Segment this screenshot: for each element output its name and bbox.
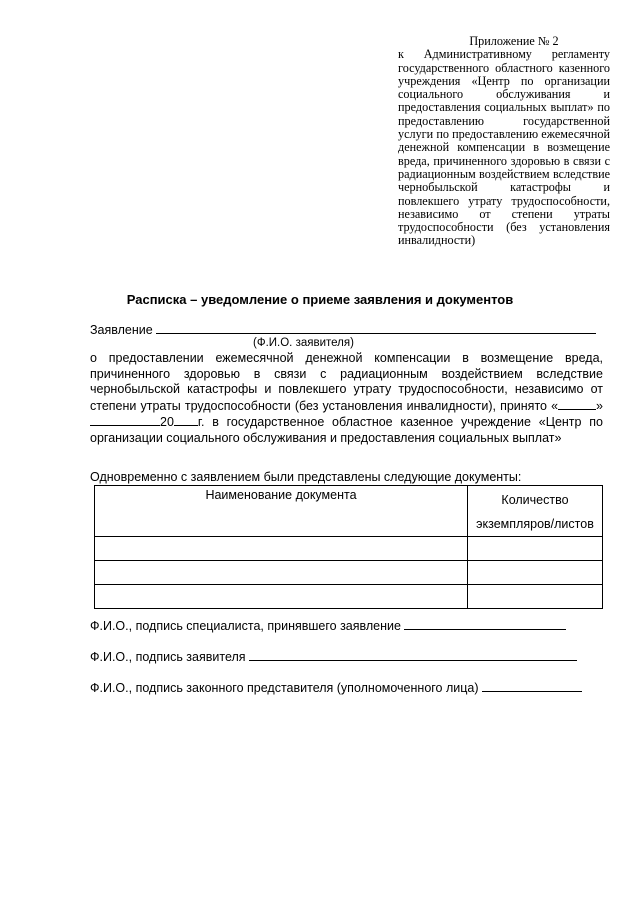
date-year-suffix: г. [197,415,205,430]
date-year-prefix: 20 [160,415,174,430]
signature-representative-line [90,680,582,695]
col-header-qty-line2: экземпляров/листов [476,517,594,531]
signature-applicant-label: Ф.И.О., подпись заявителя [90,650,246,664]
paragraph-text-1: о предоставлении ежемесячной денежной компенсации в возмещение вреда, причиненного здоровью в связи с радиационным воздействием вследствие чернобыльской катастрофы и повлекшего утрату трудоспособности, независимо от степени утраты трудоспособности (без установления инвалидности), принято [90,351,603,413]
col-header-name: Наименование документа [95,486,468,537]
date-open-quote: « [551,398,559,413]
signature-applicant-field[interactable] [249,649,577,661]
docs-intro: Одновременно с заявлением были представлены следующие документы: [90,470,522,484]
statement-paragraph [90,351,603,447]
signature-representative-field[interactable] [482,680,582,692]
table-row [95,537,603,561]
table-row [95,585,603,609]
documents-table [94,485,603,609]
applicant-caption: (Ф.И.О. заявителя) [253,337,354,349]
appendix-block [398,35,610,248]
doc-name-cell[interactable] [95,537,468,561]
appendix-text: к Административному регламенту государственного областного казенного учреждения «Центр по организации социального обслуживания и предоставления социальных выплат» по предоставлению государственной услуги по предоставлению ежемесячной денежной компенсации в возмещение вреда, причиненного здоровью в связи с радиационным воздействием вследствие чернобыльской катастрофы и повлекшего утрату трудоспособности, независимо от степени утраты трудоспособности (без установления инвалидности) [398,47,610,248]
signature-specialist-field[interactable] [404,618,566,630]
statement-label: Заявление [90,323,153,337]
doc-qty-cell[interactable] [468,561,603,585]
col-header-qty-line1: Количество [501,493,569,507]
appendix-title: Приложение № 2 [469,34,559,48]
date-day-field[interactable] [558,398,596,410]
signature-applicant-line [90,649,577,664]
signature-representative-label: Ф.И.О., подпись законного представителя (уполномоченного лица) [90,681,479,695]
col-header-qty [468,486,603,537]
signature-specialist-line [90,618,566,633]
doc-qty-cell[interactable] [468,585,603,609]
table-header-row [95,486,603,537]
date-year-field[interactable] [174,414,198,426]
doc-name-cell[interactable] [95,561,468,585]
statement-line [90,322,596,337]
form-heading: Расписка – уведомление о приеме заявления и документов [126,292,514,307]
signature-specialist-label: Ф.И.О., подпись специалиста, принявшего заявление [90,619,401,633]
doc-qty-cell[interactable] [468,537,603,561]
paragraph-text-2: в государственное областное казенное учреждение «Центр по организации социального обслуживания и предоставления социальных выплат» [90,415,603,445]
applicant-name-field[interactable] [156,322,596,334]
table-row [95,561,603,585]
date-close-quote: » [596,398,603,413]
doc-name-cell[interactable] [95,585,468,609]
date-month-field[interactable] [90,414,160,426]
